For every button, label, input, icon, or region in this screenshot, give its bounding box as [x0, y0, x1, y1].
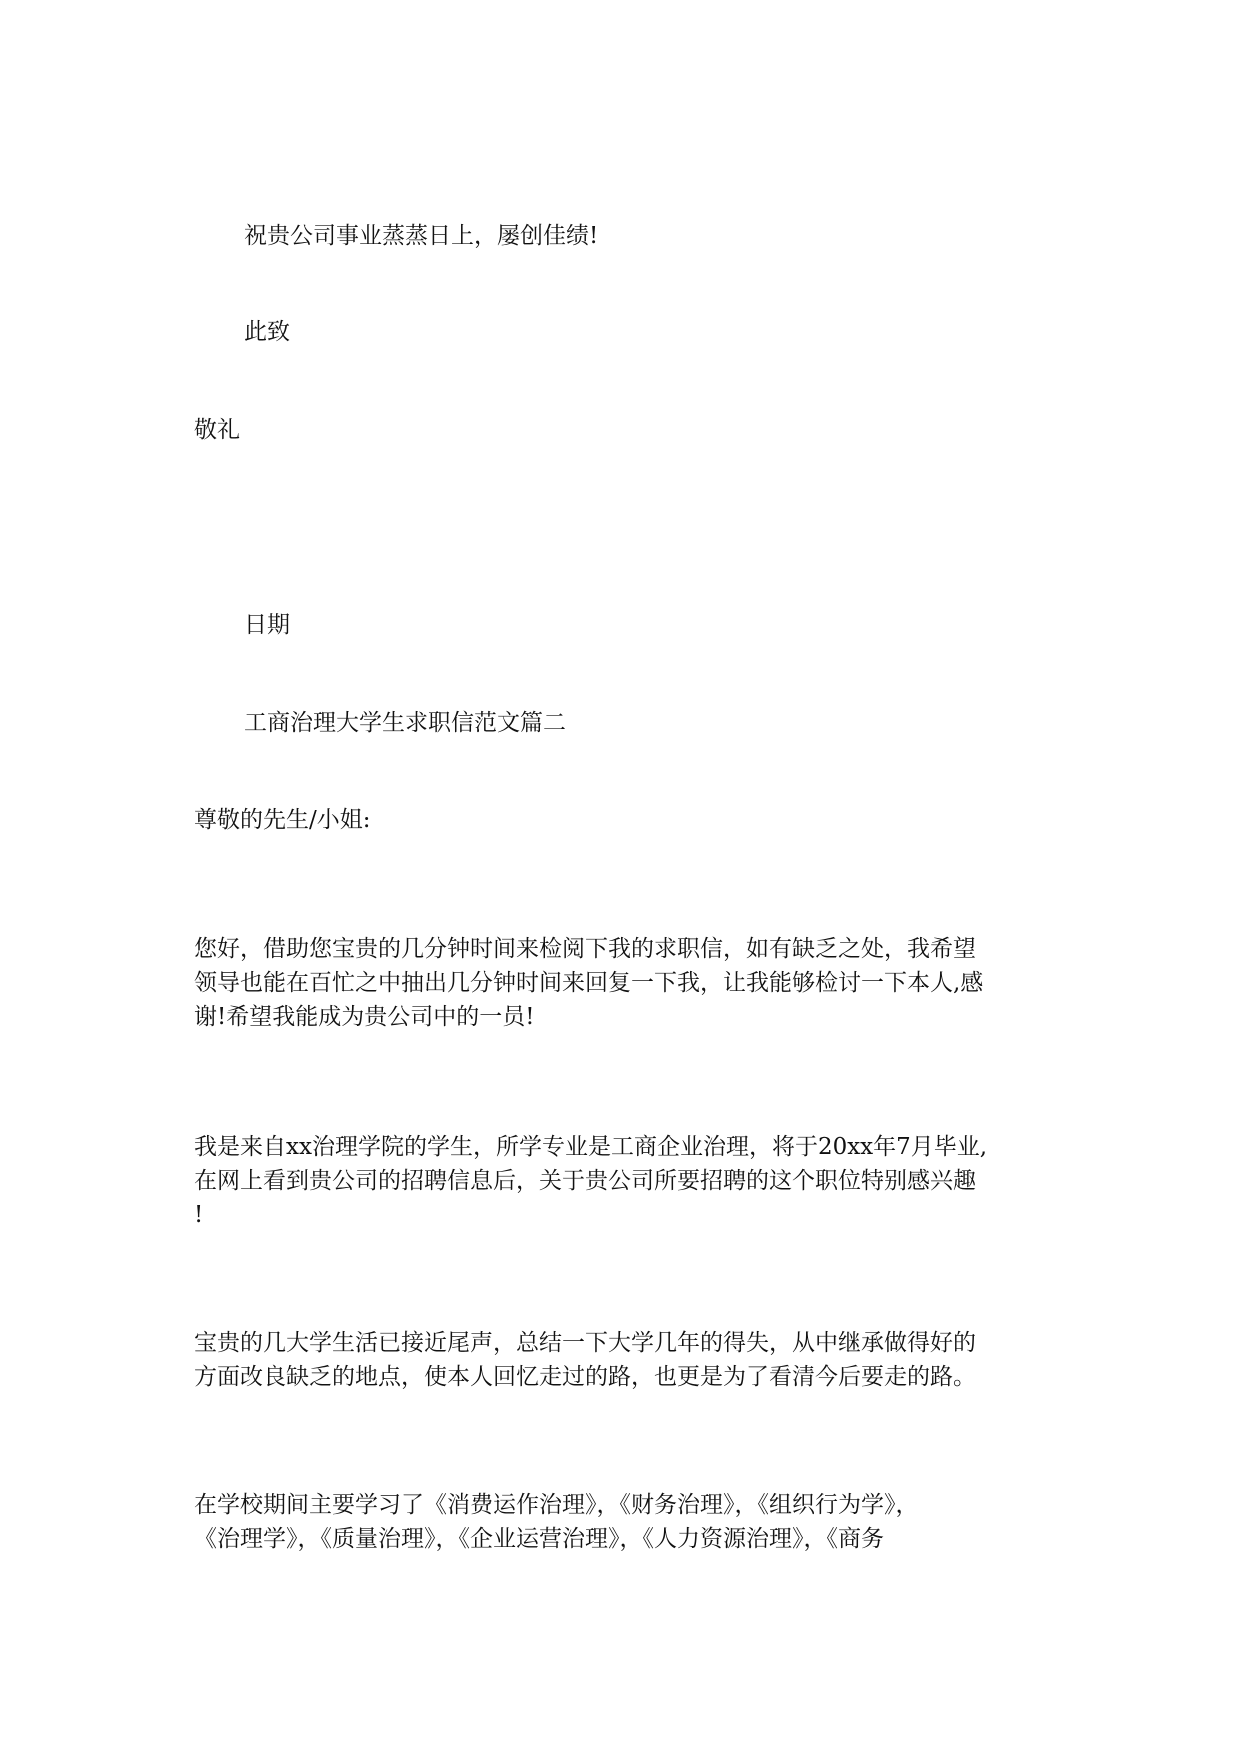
paragraph-3	[194, 1326, 976, 1394]
paragraph-line: 您好，借助您宝贵的几分钟时间来检阅下我的求职信，如有缺乏之处，我希望	[194, 936, 976, 962]
paragraph-2	[194, 1130, 987, 1232]
paragraph-4	[194, 1488, 919, 1556]
paragraph-line: 《治理学》，《质量治理》，《企业运营治理》，《人力资源治理》，《商务	[194, 1526, 884, 1552]
section-title: 工商治理大学生求职信范文篇二	[244, 710, 566, 736]
paragraph-1	[194, 932, 983, 1034]
paragraph-line: 谢!希望我能成为贵公司中的一员!	[194, 1004, 535, 1030]
paragraph-line: !	[194, 1202, 204, 1228]
paragraph-line: 宝贵的几大学生活已接近尾声，总结一下大学几年的得失，从中继承做得好的	[194, 1330, 976, 1356]
closing-wish: 祝贵公司事业蒸蒸日上，屡创佳绩!	[244, 223, 599, 249]
salutation: 尊敬的先生/小姐:	[194, 807, 371, 833]
paragraph-line: 在学校期间主要学习了《消费运作治理》，《财务治理》，《组织行为学》，	[194, 1492, 919, 1518]
paragraph-line: 方面改良缺乏的地点，使本人回忆走过的路，也更是为了看清今后要走的路。	[194, 1364, 976, 1390]
jing-li: 敬礼	[194, 417, 240, 443]
date-label: 日期	[244, 612, 290, 638]
paragraph-line: 领导也能在百忙之中抽出几分钟时间来回复一下我，让我能够检讨一下本人,感	[194, 970, 984, 996]
ci-zhi: 此致	[244, 319, 290, 345]
paragraph-line: 我是来自xx治理学院的学生，所学专业是工商企业治理，将于20xx年7月毕业,	[194, 1134, 988, 1160]
paragraph-line: 在网上看到贵公司的招聘信息后，关于贵公司所要招聘的这个职位特别感兴趣	[194, 1168, 976, 1194]
